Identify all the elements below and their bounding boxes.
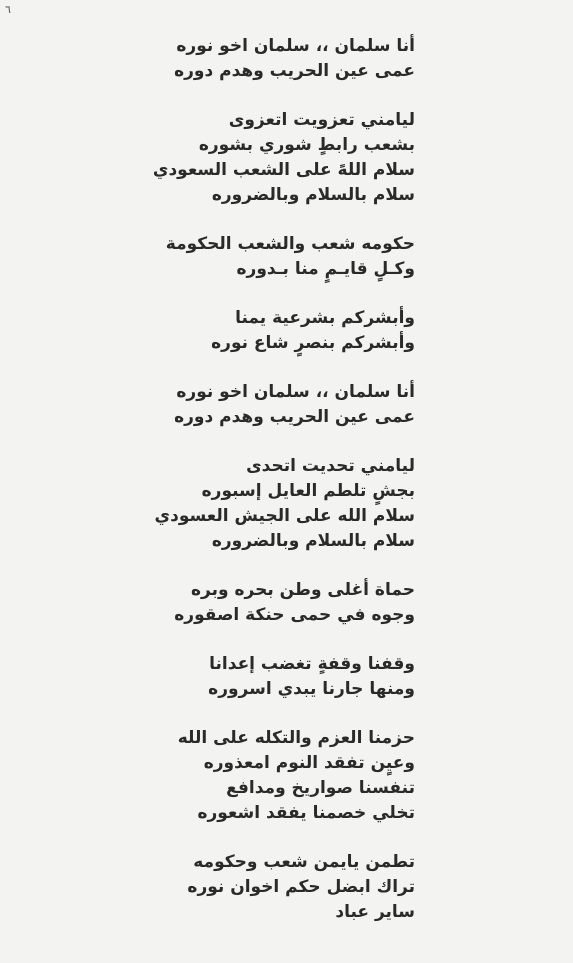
poem-line: بشعب رابطٍ شوري بشوره [198, 135, 415, 155]
poem-line: ليامني تعزويت اتعزوى [228, 110, 415, 130]
stanza-1 [0, 34, 573, 84]
page-number: ٦ [5, 3, 11, 16]
poem-line: ليامني تحديت اتحدى [246, 456, 415, 476]
poem-line: حماة أغلى وطن بحره وبره [190, 580, 415, 600]
poem-line: ومنها جارنا يبدي اسروره [208, 679, 415, 699]
poem-line: وقفنا وقفةٍ تغضب إعدانا [209, 654, 415, 674]
stanza-6 [0, 454, 573, 554]
poem-line: سلام الله على الجيش العسودي [154, 506, 415, 526]
poem-line: وكـلٍ قايـمٍ منا بـدوره [236, 259, 415, 279]
stanza-10 [0, 850, 573, 925]
stanza-8 [0, 652, 573, 702]
poem-line: سلام بالسلام وبالضروره [211, 531, 415, 551]
poem-line: عمى عين الحريب وهدم دوره [174, 61, 415, 81]
poem-line: سلام اللهً على الشعب السعودي [152, 160, 415, 180]
poem [0, 34, 573, 925]
stanza-7 [0, 578, 573, 628]
poem-line: أنا سلمان ،، سلمان اخو نوره [176, 36, 415, 56]
stanza-5 [0, 380, 573, 430]
poem-line: وجوه في حمى حنكة اصقوره [174, 605, 415, 625]
stanza-4 [0, 306, 573, 356]
stanza-9 [0, 726, 573, 826]
poem-signature: ساير عباد [335, 902, 415, 922]
poem-line: تنفسنا صواريخ ومدافع [226, 778, 415, 798]
poem-line: تخلي خصمنا يفقد اشعوره [197, 803, 415, 823]
stanza-2 [0, 108, 573, 208]
stanza-3 [0, 232, 573, 282]
poem-line: حزمنا العزم والتكله على الله [177, 728, 415, 748]
poem-line: وأبشركم بنصرٍ شاع نوره [211, 333, 415, 353]
poem-line: وعيٍن تفقد النوم امعذوره [203, 753, 415, 773]
poem-line: تطمن يايمن شعب وحكومه [193, 852, 415, 872]
poem-line: أنا سلمان ،، سلمان اخو نوره [176, 382, 415, 402]
poem-line: بجشٍ تلطم العايل إسبوره [201, 481, 415, 501]
poem-line: حكومه شعب والشعب الحكومة [165, 234, 415, 254]
poem-line: عمى عين الحريب وهدم دوره [174, 407, 415, 427]
poem-line: وأبشركم بشرعية يمنا [235, 308, 415, 328]
poem-line: تراك ابضل حكم اخوان نوره [187, 877, 415, 897]
poem-line: سلام بالسلام وبالضروره [211, 185, 415, 205]
